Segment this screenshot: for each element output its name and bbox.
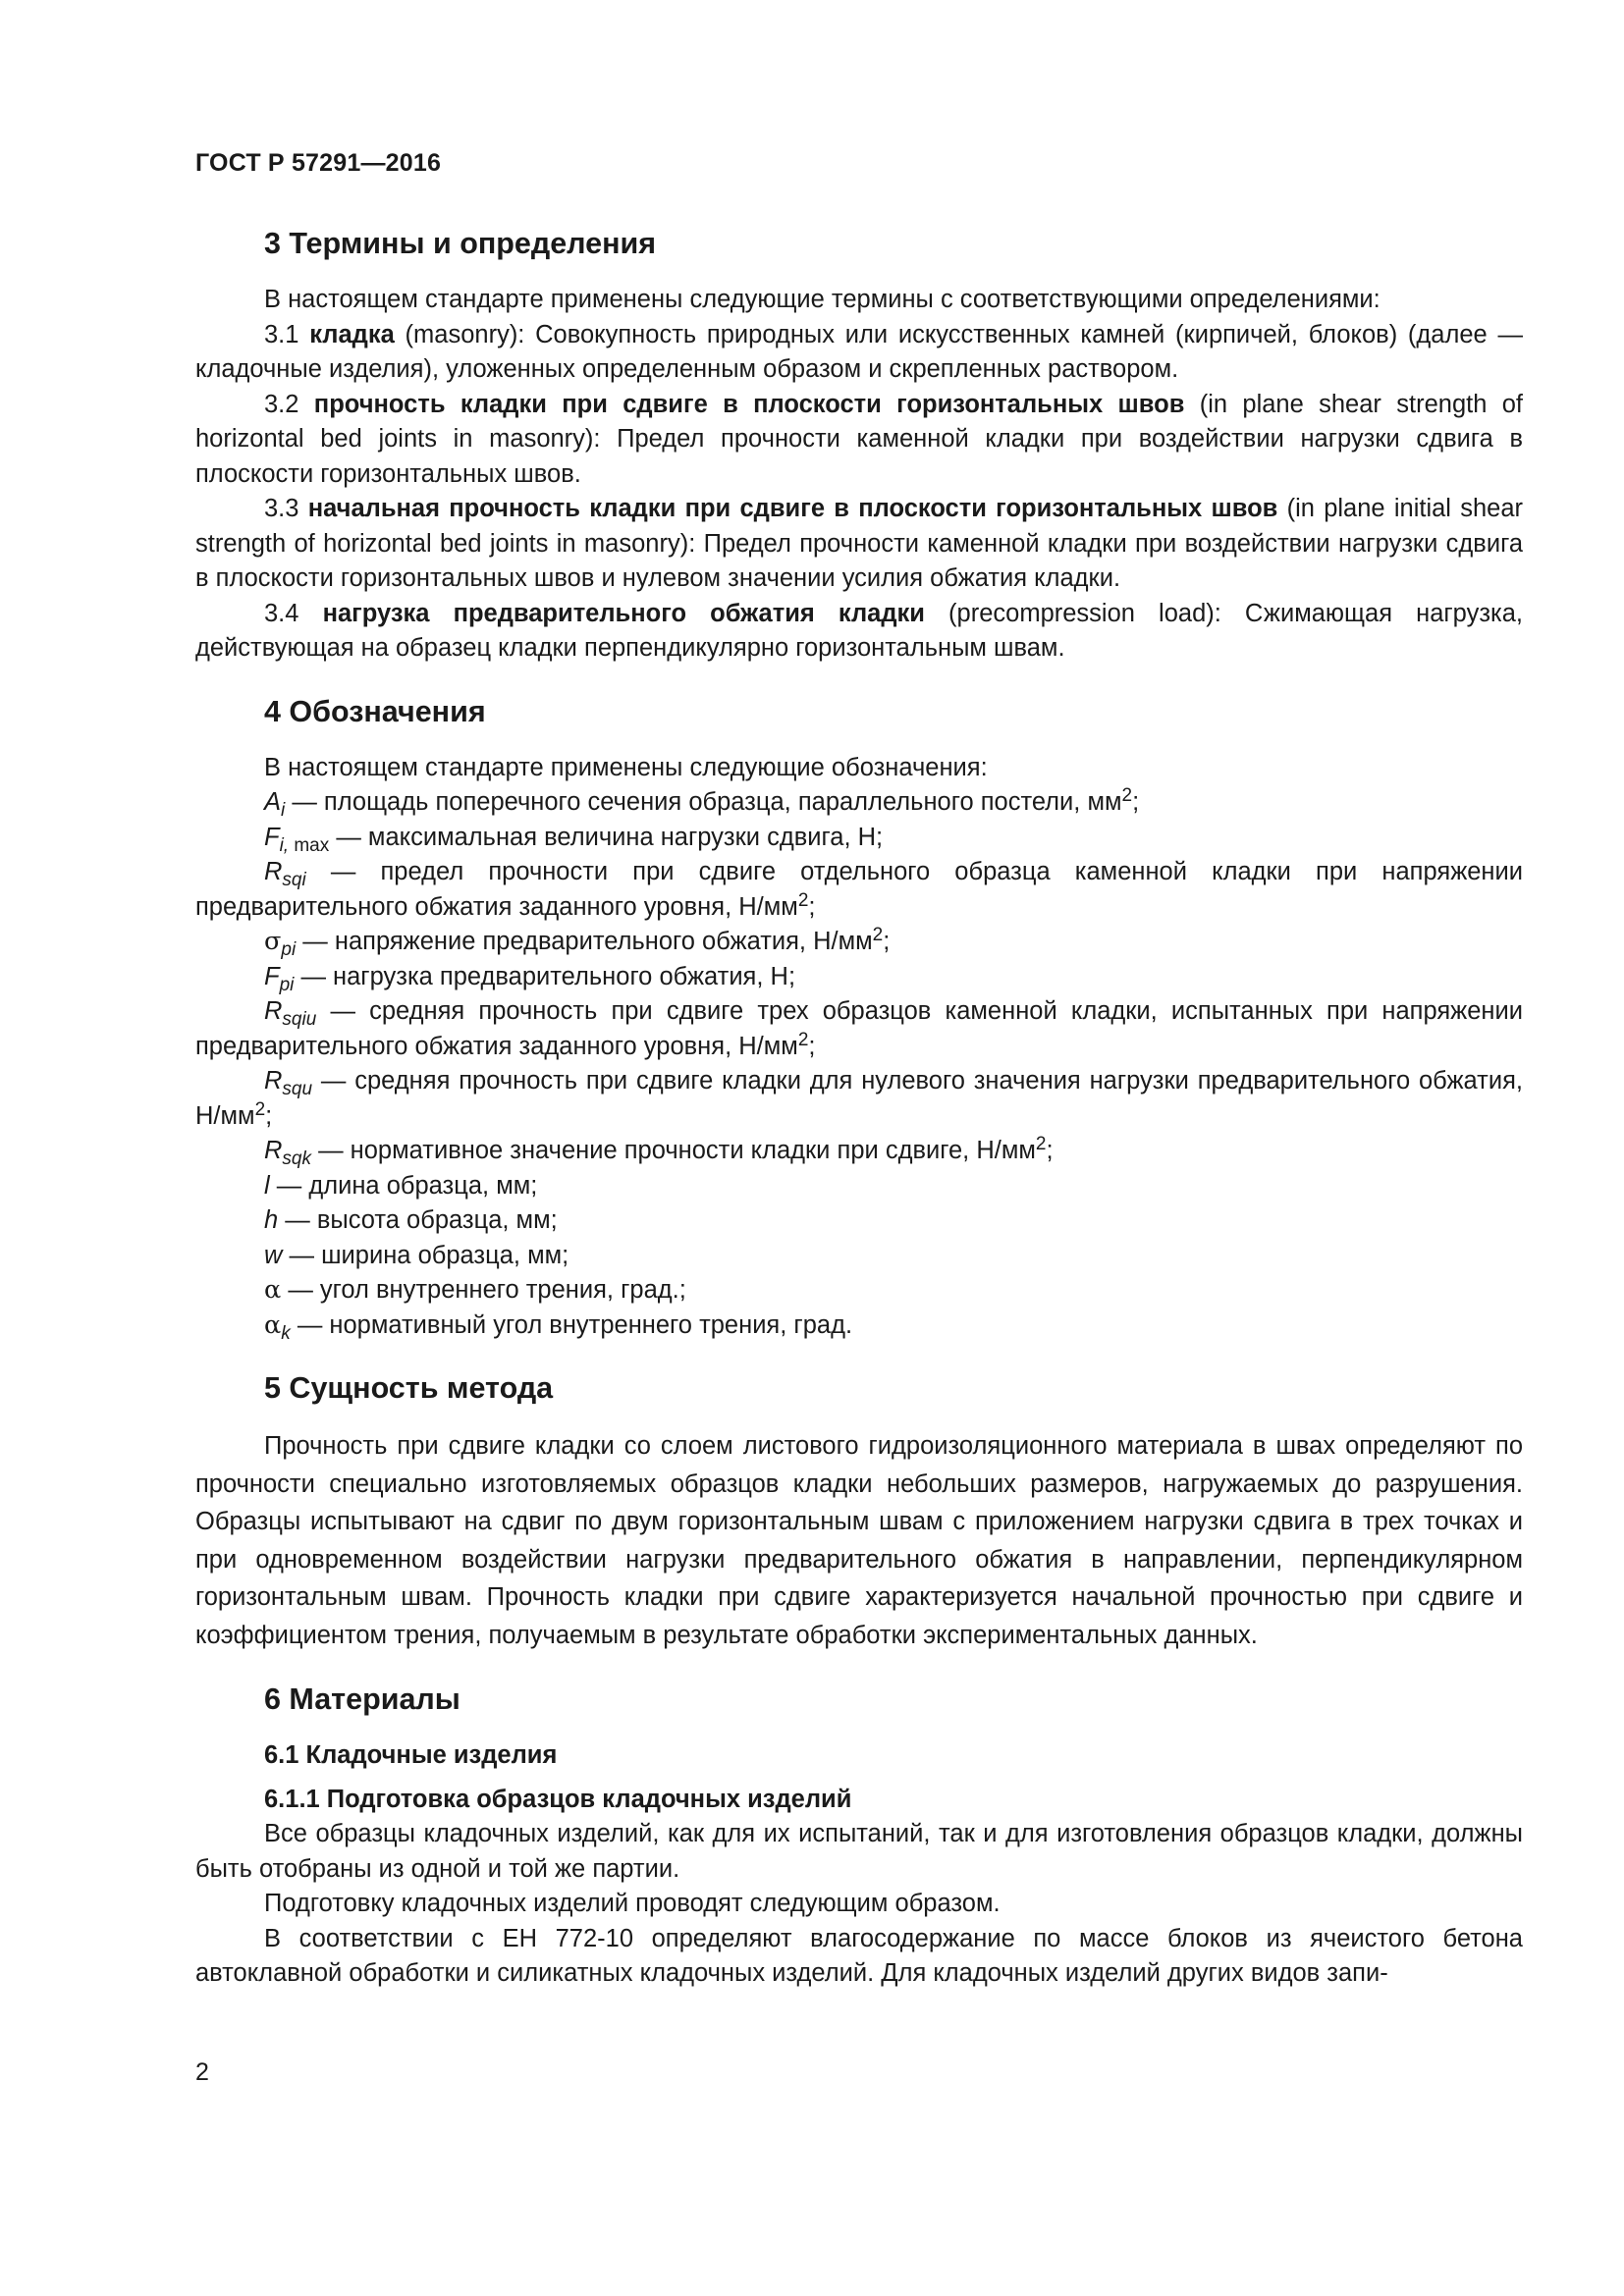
term-item: 3.4 нагрузка предварительного обжатия кладки (precompression load): Сжимающая нагрузка, действующая на образец кладки перпендикулярно горизонтальным швам. bbox=[195, 599, 1523, 662]
symbol-item: α — угол внутреннего трения, град.; bbox=[264, 1275, 686, 1305]
section-4 bbox=[195, 692, 1523, 1344]
symbol-item: $R_{squ}$ — средняя прочность при сдвиге кладки для нулевого значения нагрузки предварительного обжатия, $Н/мм^2$; bbox=[195, 1067, 1523, 1130]
section-6-paragraph: Все образцы кладочных изделий, как для их испытаний, так и для изготовления образцов кладки, должны быть отобраны из одной и той же партии. bbox=[195, 1820, 1523, 1883]
term-item: 3.1 кладка (masonry): Совокупность природных или искусственных камней (кирпичей, блоков) (далее — кладочные изделия), уложенных определенным образом и скрепленных раствором. bbox=[195, 320, 1523, 383]
section-5-text: Прочность при сдвиге кладки со слоем листового гидроизоляционного материала в швах определяют по прочности специально изготовляемых образцов кладки небольших размеров, нагружаемых до разрушения. Образцы испытывают на сдвиг по двум горизонтальным швам с приложением нагрузки сдвига в трех точках и при одновременном воздействии нагрузки предварительного обжатия в направлении, перпендикулярном горизонтальным швам. Прочность кладки при сдвиге характеризуется начальной прочностью при сдвиге и коэффициентом трения, получаемым в результате обработки экспериментальных данных. bbox=[195, 1432, 1523, 1649]
section-3-intro: В настоящем стандарте применены следующие термины с соответствующими определениями: bbox=[264, 286, 1380, 313]
section-3-title: 3 Термины и определения bbox=[264, 227, 657, 260]
symbol-item: $R_{sqi}$ — предел прочности при сдвиге отдельного образца каменной кладки при напряжении предварительного обжатия заданного уровня, $Н/мм^2$; bbox=[195, 858, 1523, 921]
symbol-item: $\alpha_k$ — нормативный угол внутреннего трения, град. bbox=[264, 1309, 853, 1344]
symbol-item: $F_{pi}$ — нагрузка предварительного обжатия, Н; bbox=[264, 962, 796, 995]
page-number: 2 bbox=[195, 2058, 209, 2086]
subsection-6-1-title: 6.1 Кладочные изделия bbox=[264, 1741, 558, 1769]
section-4-title: 4 Обозначения bbox=[264, 694, 486, 728]
symbol-item: $F_{i, max}$ — максимальная величина нагрузки сдвига, Н; bbox=[264, 823, 884, 856]
symbol-item: $R_{sqiu}$ — средняя прочность при сдвиге трех образцов каменной кладки, испытанных при напряжении предварительного обжатия заданного уровня, $Н/мм^2$; bbox=[195, 997, 1523, 1060]
section-5-title: 5 Сущность метода bbox=[264, 1371, 554, 1405]
section-6 bbox=[195, 1680, 1523, 1992]
section-6-paragraph: Подготовку кладочных изделий проводят следующим образом. bbox=[264, 1890, 1001, 1917]
section-6-title: 6 Материалы bbox=[264, 1682, 460, 1716]
symbol-item: h — высота образца, мм; bbox=[264, 1206, 558, 1234]
document-content bbox=[195, 224, 1523, 2017]
symbol-item: $\sigma_{pi}$ — напряжение предварительного обжатия, $Н/мм^2$; bbox=[264, 925, 891, 960]
symbol-item: w — ширина образца, мм; bbox=[264, 1241, 569, 1269]
symbol-item: $A_i$ — площадь поперечного сечения образца, параллельного постели, $мм^2$; bbox=[264, 785, 1140, 821]
section-5 bbox=[195, 1368, 1523, 1654]
subsection-6-1-1-title: 6.1.1 Подготовка образцов кладочных изделий bbox=[264, 1786, 852, 1813]
symbol-item: $R_{sqk}$ — нормативное значение прочности кладки при сдвиге, $Н/мм^2$; bbox=[264, 1134, 1054, 1169]
term-item: 3.3 начальная прочность кладки при сдвиге в плоскости горизонтальных швов (in plane initial shear strength of horizontal bed joints in masonry): Предел прочности каменной кладки при воздействии нагрузки сдвига в плоскости горизонтальных швов и нулевом значении усилия обжатия кладки. bbox=[195, 495, 1524, 592]
term-item: 3.2 прочность кладки при сдвиге в плоскости горизонтальных швов (in plane shear strength of horizontal bed joints in masonry): Предел прочности каменной кладки при воздействии нагрузки сдвига в плоскости горизонтальных швов. bbox=[195, 390, 1523, 488]
section-4-intro: В настоящем стандарте применены следующие обозначения: bbox=[264, 753, 988, 781]
symbol-item: l — длина образца, мм; bbox=[264, 1171, 538, 1200]
section-3 bbox=[195, 224, 1523, 667]
document-header: ГОСТ Р 57291—2016 bbox=[195, 149, 442, 177]
section-6-paragraph: В соответствии с ЕН 772-10 определяют влагосодержание по массе блоков из ячеистого бетона автоклавной обработки и силикатных кладочных изделий. Для кладочных изделий других видов запи- bbox=[195, 1924, 1523, 1987]
